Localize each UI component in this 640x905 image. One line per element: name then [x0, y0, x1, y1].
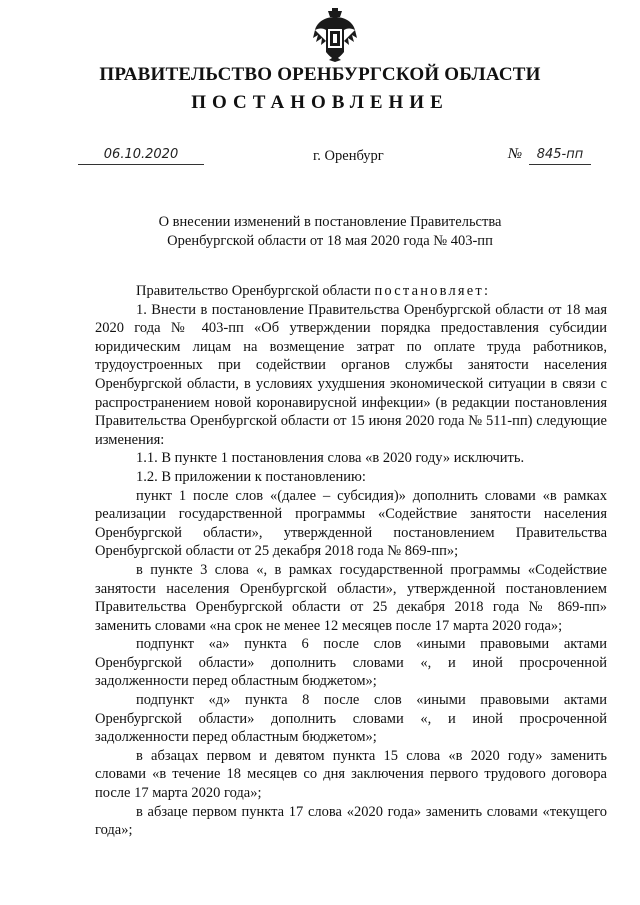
document-number: 845-пп — [529, 146, 591, 165]
intro-prefix: Правительство Оренбургской области — [136, 283, 375, 299]
paragraph-amend-1: пункт 1 после слов «(далее – субсидия)» дополнить словами «в рамках реализации государственной программы «Содействие занятости населения Оренбургской области», утвержденной постановлением Правительства Оренбургской области от 25 декабря 2018 года № 869-пп»; — [95, 487, 607, 560]
paragraph-amend-8: подпункт «д» пункта 8 после слов «иными правовыми актами Оренбургской области» дополнить словами «, и иной просроченной задолженности перед областным бюджетом»; — [95, 692, 607, 746]
document-number-label: № — [508, 146, 523, 162]
intro-spaced-word: постановляет — [374, 283, 484, 299]
document-type: ПОСТАНОВЛЕНИЕ — [191, 92, 449, 113]
intro-suffix: : — [483, 283, 488, 299]
document-city: г. Оренбург — [313, 148, 384, 164]
paragraph-amend-6: подпункт «а» пункта 6 после слов «иными правовыми актами Оренбургской области» дополнить словами «, и иной просроченной задолженности перед областным бюджетом»; — [95, 636, 607, 690]
subject-line-2: Оренбургской области от 18 мая 2020 года № 403-пп — [167, 233, 493, 249]
paragraph-1: 1. Внести в постановление Правительства Оренбургской области от 18 мая 2020 года № 403-пп «Об утверждении порядка предоставления субсидии юридическим лицам на возмещение затрат по оплате труда работников, трудоустроенных при содействии органов службы занятости населения Оренбургской области, в условиях ухудшения экономической ситуации в связи с распространением новой коронавирусной инфекции» (в редакции постановления Правительства Оренбургской области от 15 июня 2020 года № 511-пп) следующие изменения: — [95, 301, 607, 448]
paragraph-amend-15: в абзацах первом и девятом пункта 15 слова «в 2020 году» заменить словами «в течение 18 месяцев со дня заключения первого трудового договора после 17 марта 2020 года»; — [95, 747, 607, 802]
government-title: ПРАВИТЕЛЬСТВО ОРЕНБУРГСКОЙ ОБЛАСТИ — [99, 64, 541, 85]
paragraph-1-2: 1.2. В приложении к постановлению: — [136, 468, 366, 485]
paragraph-1-1: 1.1. В пункте 1 постановления слова «в 2020 году» исключить. — [136, 450, 525, 467]
intro-paragraph — [95, 282, 607, 301]
document-date: 06.10.2020 — [78, 146, 204, 165]
paragraph-amend-17: в абзаце первом пункта 17 слова «2020 года» заменить словами «текущего года»; — [95, 803, 607, 839]
document-body — [95, 282, 607, 840]
paragraph-amend-3: в пункте 3 слова «, в рамках государственной программы «Содействие занятости населения Оренбургской области», утвержденной постановлением Правительства Оренбургской области от 25 декабря 2018 года № 869-пп» заменить словами «на срок не менее 12 месяцев после 17 марта 2020 года»; — [95, 561, 607, 634]
subject-line-1: О внесении изменений в постановление Правительства — [158, 214, 502, 230]
document-subject — [90, 213, 570, 251]
coat-of-arms-icon — [313, 8, 357, 62]
